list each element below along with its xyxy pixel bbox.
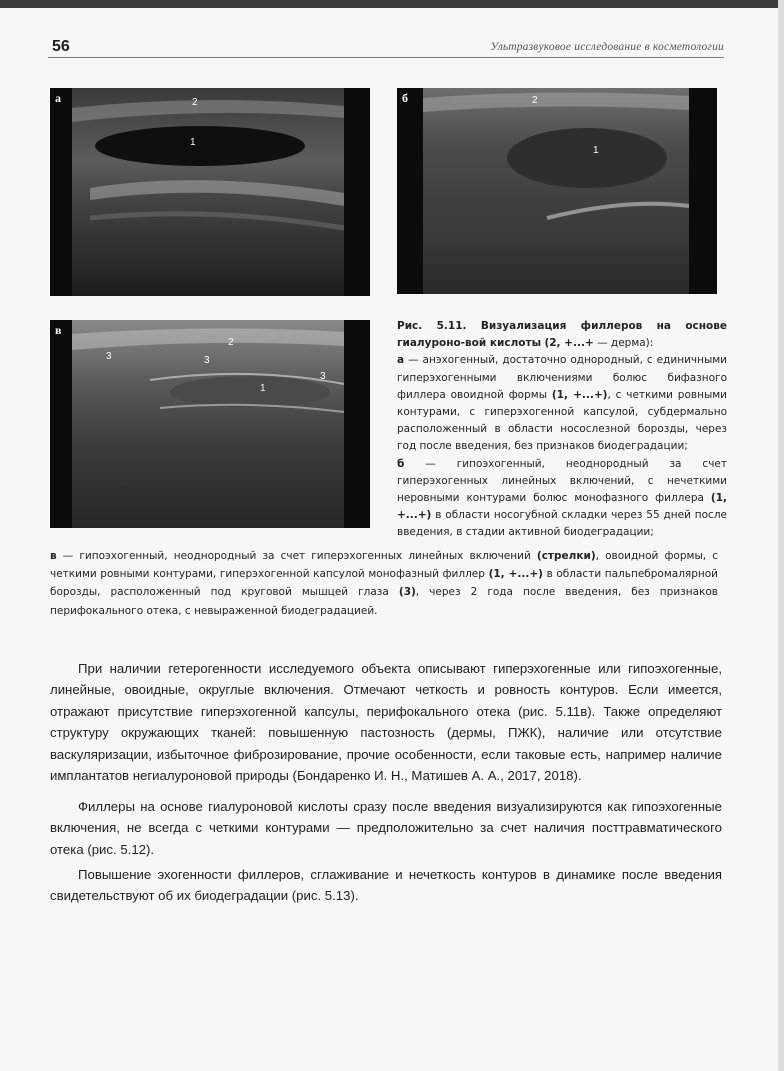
label-muscle-3: 3	[320, 371, 326, 382]
caption-title-text: Рис. 5.11. Визуализация филлеров на основе гиалуроно-вой кислоты	[397, 320, 727, 350]
caption-item-v-text: — гипоэхогенный, неоднородный за счет гиперэхогенных линейных включений	[62, 550, 531, 562]
caption-item-a	[397, 352, 727, 455]
caption-item-v-letter: в	[50, 550, 57, 562]
label-muscle-3: 3	[204, 355, 210, 366]
caption-item-v-text2: , овоидной формы, с четкими ровными контурами, гиперэхогенной капсулой монофазный филлер	[50, 550, 718, 581]
caption-item-a-text: — анэхогенный, достаточно однородный, с единичными гиперэхогенными включениями болюс бифазного филлера овоидной формы	[397, 354, 727, 401]
caption-item-v-text3: в области пальпебромалярной борозды, расположенный под круговой мышцей глаза	[50, 568, 719, 599]
panel-letter-a: а	[55, 91, 61, 105]
caption-item-v-text4: , через 2 года после введения, без признаков перифокального отека, с невыраженной биодеградацией.	[50, 586, 718, 617]
panel-letter-b: б	[402, 91, 408, 105]
page-right-edge	[778, 0, 784, 1071]
header-rule	[48, 57, 724, 58]
panel-letter-v: в	[55, 323, 62, 337]
ultrasound-image-v	[50, 320, 370, 528]
caption-item-a-marker: (1, +...+)	[551, 388, 608, 401]
label-filler-1: 1	[260, 383, 266, 394]
ultrasound-image-b	[397, 88, 717, 294]
caption-item-v-marker: (1, +...+)	[488, 568, 543, 581]
body-paragraph-3: Повышение эхогенности филлеров, сглаживание и нечеткость контуров в динамике после введения свидетельствуют об их биодеградации (рис. 5.13).	[50, 867, 722, 904]
caption-title-rest: — дерма):	[597, 337, 654, 350]
caption-item-b-marker: (1, +...+)	[397, 492, 727, 522]
caption-item-b-text: — гипоэхогенный, неоднородный за счет гиперэхогенных линейных включений, с нечеткими неровными контурами болюс монофазного филлера	[397, 457, 727, 505]
ultrasound-texture-v	[50, 320, 370, 528]
ultrasound-texture-b	[397, 88, 717, 294]
caption-item-v	[50, 547, 718, 620]
caption-item-b-text2: в области носогубной складки через 55 дней после введения, в стадии активной биодеградации;	[397, 509, 727, 539]
caption-title-marker: (2, +...+	[544, 337, 594, 350]
label-filler-1: 1	[593, 145, 599, 156]
label-muscle-3: 3	[106, 351, 112, 362]
label-filler-1: 1	[190, 137, 196, 148]
label-dermis-2: 2	[228, 337, 234, 348]
page-top-edge	[0, 0, 784, 8]
ultrasound-image-a	[50, 88, 370, 296]
caption-title	[397, 318, 727, 352]
page-number: 56	[52, 38, 70, 55]
label-dermis-2: 2	[532, 95, 538, 106]
figure-caption	[397, 318, 727, 542]
caption-item-b-letter: б	[397, 457, 405, 470]
caption-item-a-text2: , с четкими ровными контурами, с гиперэхогенной капсулой, субдермально расположенный в области носослезной борозды, через год после введения, без признаков биодеградации;	[397, 388, 727, 453]
caption-item-a-letter: а	[397, 354, 405, 367]
caption-item-v-arrows: (стрелки)	[536, 550, 596, 562]
body-paragraph-1: При наличии гетерогенности исследуемого объекта описывают гиперэхогенные или гипоэхогенные, линейные, овоидные, округлые включения. Отмечают четкость и ровность контуров. Если имеется, отражают присутствие гиперэхогенной капсулы, перифокального отека (рис. 5.11в). Также определяют структуру окружающих тканей: повышенную пастозность (дермы, ПЖК), наличие или отсутствие васкуляризации, избыточное фиброзирование, прочие особенности, если таковые есть, например наличие имплантатов негиалуроновой природы (Бондаренко И. Н., Матишев А. А., 2017, 2018).	[50, 661, 722, 784]
caption-item-b	[397, 456, 727, 542]
caption-item-v-marker3: (3)	[398, 586, 416, 599]
ultrasound-texture-a	[50, 88, 370, 296]
body-paragraph-2: Филлеры на основе гиалуроновой кислоты сразу после введения визуализируются как гипоэхогенные включения, не всегда с четкими контурами — предположительно за счет наличия посттравматического отека (рис. 5.12).	[50, 799, 722, 857]
label-dermis-2: 2	[192, 97, 198, 108]
running-head: Ультразвуковое исследование в косметологии	[490, 41, 724, 53]
